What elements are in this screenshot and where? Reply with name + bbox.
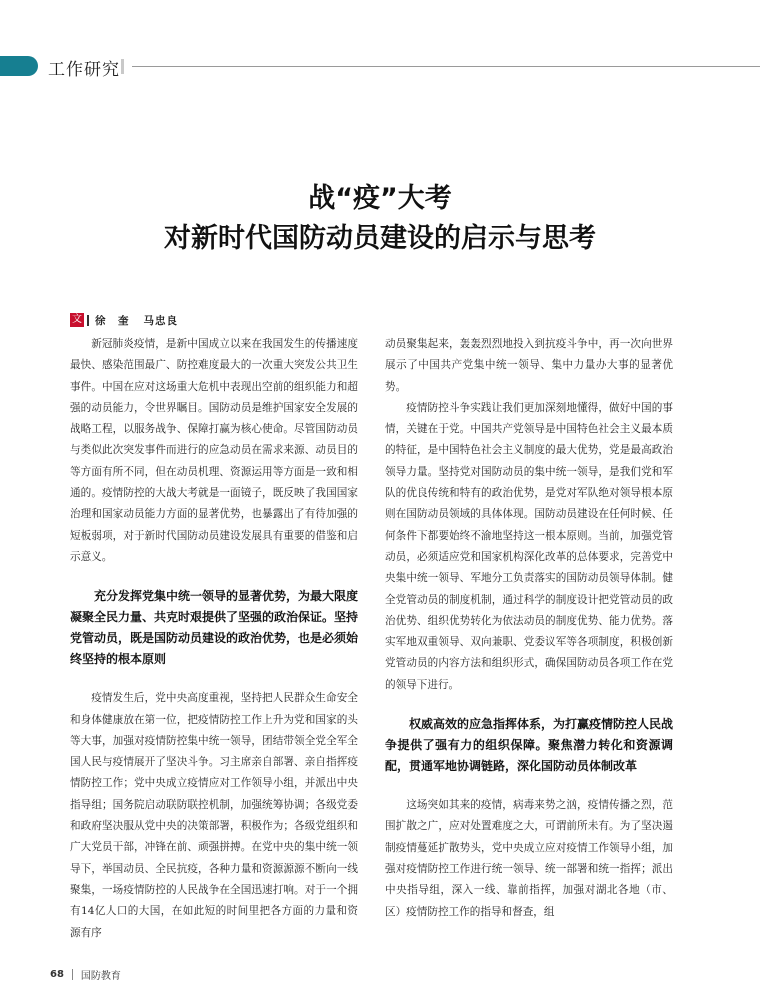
author-name: 徐 奎 [95, 314, 130, 327]
article-title-line2: 对新时代国防动员建设的启示与思考 [164, 223, 596, 254]
header-rule [132, 66, 760, 67]
body-paragraph: 新冠肺炎疫情，是新中国成立以来在我国发生的传播速度最快、感染范围最广、防控难度最大的一次重大突发公共卫生事件。中国在应对这场重大危机中表现出空前的组织能力和超强的动员能力，令世界瞩目。国防动员是维护国家安全发展的战略工程，以服务战争、保障打赢为核心使命。尽管国防动员与类似此次突发事件而进行的应急动员在需求来源、动员目的等方面有所不同，但在动员机理、资源运用等方面是一致和相通的。疫情防控的大战大考就是一面镜子，既反映了我国国家治理和国家动员能力方面的显著优势，也暴露出了有待加强的短板弱项，对于新时代国防动员建设发展具有重要的借鉴和启示意义。 [70, 338, 358, 563]
article-title-line1: 战“疫”大考 [308, 183, 452, 214]
page-footer [50, 967, 121, 982]
journal-name: 国防教育 [80, 971, 121, 982]
byline [70, 312, 192, 328]
body-paragraph: 疫情发生后，党中央高度重视，坚持把人民群众生命安全和身体健康放在第一位，把疫情防控工作上升为党和国家的头等大事，加强对疫情防控集中统一领导，团结带领全党全军全国人民与疫情展开了坚决斗争。习主席亲自部署、亲自指挥疫情防控工作；党中央成立疫情应对工作领导小组，并派出中央指导组；国务院启动联防联控机制，加强统筹协调；各级党委和政府坚决服从党中央的决策部署，积极作为；各级党组织和广大党员干部，冲锋在前、顽强拼搏。在党中央的集中统一领导下，举国动员、全民抗疫，各种力量和资源源源不断向一线聚集，一场疫情防控的人民战争在全国迅速打响。对于一个拥有14亿人口的大国，在如此短的时间里把各方面的力量和资源有序 [70, 692, 358, 939]
author-name: 马忠良 [143, 314, 178, 327]
section-heading: 充分发挥党集中统一领导的显著优势，为最大限度凝聚全民力量、共克时艰提供了坚强的政治保证。坚持党管动员，既是国防动员建设的政治优势，也是必须始终坚持的根本原则 [70, 589, 359, 667]
body-paragraph: 这场突如其来的疫情，病毒来势之汹，疫情传播之烈，范围扩散之广，应对处置难度之大，可谓前所未有。为了坚决遏制疫情蔓延扩散势头，党中央成立应对疫情工作领导小组，加强对疫情防控工作进行统一领导、统一部署和统一指挥；派出中央指导组，深入一线、靠前指挥，加强对湖北各地（市、区）疫情防控工作的指导和督查，组 [385, 799, 673, 918]
body-paragraph: 疫情防控斗争实践让我们更加深刻地懂得，做好中国的事情，关键在于党。中国共产党领导是中国特色社会主义最本质的特征，是中国特色社会主义制度的最大优势，党是最高政治领导力量。坚持党对国防动员的集中统一领导，是我们党和军队的优良传统和特有的政治优势，是党对军队绝对领导根本原则在国防动员领域的具体体现。国防动员建设在任何时候、任何条件下都要始终不渝地坚持这一根本原则。当前，加强党管动员，必须适应党和国家机构深化改革的总体要求，完善党中央集中统一领导、军地分工负责落实的国防动员领导体制。健全党管动员的制度机制，通过科学的制度设计把党管动员的政治优势、组织优势转化为依法动员的制度优势、能力优势。落实军地双重领导、双向兼职、党委议军等各项制度，积极创新党管动员的内容方法和组织形式，确保国防动员各项工作在党的领导下进行。 [385, 401, 673, 691]
section-heading: 权威高效的应急指挥体系，为打赢疫情防控人民战争提供了强有力的组织保障。聚焦潜力转化和资源调配，贯通军地协调链路，深化国防动员体制改革 [385, 717, 674, 774]
footer-divider [72, 969, 73, 980]
byline-divider [87, 315, 89, 326]
section-label: 工作研究 [48, 60, 120, 80]
section-tab-marker [0, 56, 38, 76]
left-column [70, 334, 358, 944]
body-paragraph: 动员聚集起来，轰轰烈烈地投入到抗疫斗争中，再一次向世界展示了中国共产党集中统一领导、集中力量办大事的显著优势。 [385, 338, 673, 393]
right-column [385, 334, 673, 923]
page-number: 68 [50, 969, 64, 980]
section-separator [121, 59, 124, 74]
byline-tag: 文 [72, 314, 82, 325]
